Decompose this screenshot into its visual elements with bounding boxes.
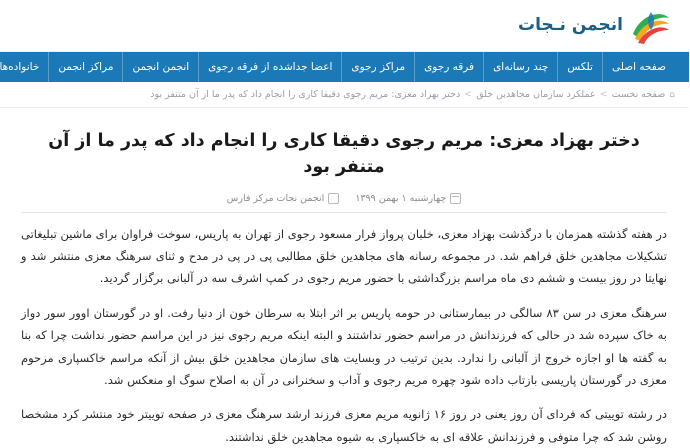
breadcrumb-item-home[interactable]: صفحه نخست (613, 89, 667, 100)
swoosh-logo-icon (632, 8, 672, 44)
page-title: دختر بهزاد معزی: مریم رجوی دقیقا کاری را انجام داد که پدر ما از آن متنفر بود (22, 128, 668, 181)
breadcrumb-item-category[interactable]: عملکرد سازمان مجاهدین خلق (477, 89, 596, 100)
nav-item-separated-members[interactable]: اعضا جداشده از فرقه رجوی (199, 52, 342, 82)
article-meta (22, 193, 668, 204)
article-source-label: انجمن نجات مرکز فارس (228, 193, 326, 204)
nav-item-association-centers[interactable]: مراکز انجمن (49, 52, 123, 82)
site-brand[interactable] (519, 8, 672, 44)
article-paragraph: در رشته توییتی که فردای آن روز یعنی در روز ۱۶ ژانویه مریم معزی فرزند ارشد سرهنگ معزی در صفحه توییتر خود منتشر کرد مشخصا روشن شد که چرا متوفی و فرزندانش علاقه ای به خاکسپاری به شیوه مجاهدین خلق نداشتند. (22, 403, 668, 448)
nav-item-multimedia[interactable]: چند رسانه‌ای (484, 52, 558, 82)
article-paragraph: سرهنگ معزی در سن ۸۳ سالگی در بیمارستانی در حومه پاریس بر اثر ابتلا به سرطان خون از دنیا رفت. او در گورستان اوور سور دواز به خاک سپرده شد در حالی که فرزندانش در مراسم حضور نداشتند و البته اینکه مریم رجوی نیز در این مراسم حضور نداشت چرا که بنا به گفته ها او اجازه خروج از آلبانی را ندارد. بدین ترتیب در وبسایت های سازمان مجاهدین خلق بیش از آنکه مراسم خاکسپاری مرحوم معزی در گورستان پاریسی بازتاب داده شود چهره مریم رجوی و آداب و سخنرانی در آن به اصلاح سوگ او منعکس شد. (22, 302, 668, 392)
site-header (0, 0, 690, 52)
nav-item-rajavi-centers[interactable]: مراکز رجوی (342, 52, 415, 82)
nav-item-families[interactable]: خانواده‌ها (0, 52, 49, 82)
breadcrumb-separator-2: > (465, 89, 473, 100)
nav-item-rajavi-cult[interactable]: فرقه رجوی (415, 52, 484, 82)
meta-divider (22, 212, 668, 213)
main-navigation (0, 52, 690, 82)
site-title: انجمن نـجات (519, 17, 624, 34)
article-body (22, 223, 668, 448)
article-date (356, 193, 462, 204)
article (0, 108, 690, 448)
article-source (228, 193, 341, 204)
nav-item-telex[interactable]: تلکس (558, 52, 603, 82)
breadcrumb-separator: > (601, 89, 609, 100)
breadcrumb-item-current: دختر بهزاد معزی: مریم رجوی دقیقا کاری را انجام داد که پدر ما از آن متنفر بود (151, 89, 461, 100)
article-paragraph: در هفته گذشته همزمان با درگذشت بهزاد معزی، خلبان پرواز فرار مسعود رجوی از تهران به پاریس، سوخت فراوان برای ماشین تبلیغاتی تشکیلات مجاهدین خلق فراهم شد. در مجموعه رسانه های مجاهدین خلق مطالبی پی در پی در مدح و ثنای سرهنگ معزی منتشر شد و نهایتا در روز بیست و ششم دی ماه مراسم بزرگداشتی با حضور مریم رجوی در کمپ اشرف سه در آلبانی برگزار گردید. (22, 223, 668, 290)
brand-text (519, 17, 624, 34)
breadcrumb (0, 82, 690, 108)
nav-item-home[interactable]: صفحه اصلی (603, 52, 676, 82)
calendar-icon (451, 193, 462, 204)
nav-item-association[interactable]: انجمن انجمن (123, 52, 199, 82)
tag-icon (329, 193, 340, 204)
home-icon[interactable]: ⌂ (670, 90, 676, 100)
article-date-label: چهارشنبه ۱ بهمن ۱۳۹۹ (356, 193, 447, 204)
